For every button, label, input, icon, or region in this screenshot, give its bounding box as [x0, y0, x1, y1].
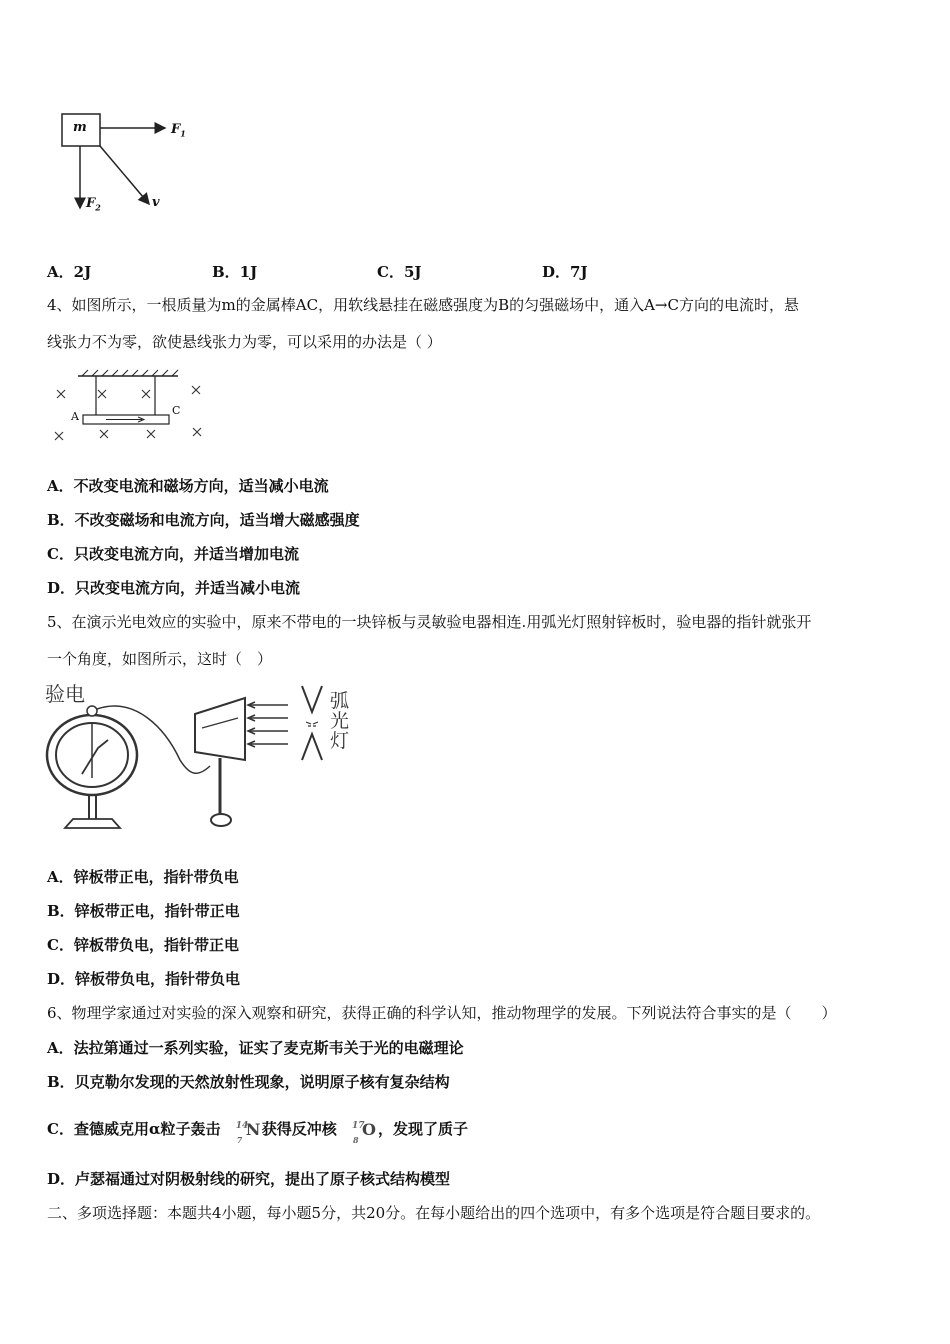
- q6-stem: 6、物理学家通过对实验的深入观察和研究，获得正确的科学认知，推动物理学的发展。下列说法符合事实的是（ ）: [47, 1004, 837, 1022]
- q4-option-a[interactable]: A．不改变电流和磁场方向，适当减小电流: [47, 477, 329, 495]
- q3-option-a[interactable]: A．2J: [47, 263, 92, 281]
- rod-label-c: C: [172, 404, 181, 417]
- q5-option-d[interactable]: D．锌板带负电，指针带负电: [47, 970, 241, 988]
- q3-option-c[interactable]: C．5J: [377, 263, 422, 281]
- q6-option-d[interactable]: D．卢瑟福通过对阴极射线的研究，提出了原子核式结构模型: [47, 1170, 451, 1188]
- rod-label-a: A: [71, 410, 79, 423]
- mass-label: m: [73, 120, 87, 135]
- nitrogen-14-nuclide: 14 7 N: [235, 1120, 261, 1145]
- lamp-bottom-electrode: [302, 734, 322, 760]
- magnetic-field-svg: [50, 368, 215, 448]
- lamp-label-1: 弧: [330, 690, 350, 712]
- photoelectric-svg: [40, 678, 370, 838]
- lamp-label-2: 光: [330, 710, 350, 732]
- q5-option-b[interactable]: B．锌板带正电，指针带正电: [47, 902, 240, 920]
- oxygen-17-nuclide: 17 8 O: [351, 1120, 376, 1145]
- zinc-plate: [195, 698, 245, 760]
- q6-option-a[interactable]: A．法拉第通过一系列实验，证实了麦克斯韦关于光的电磁理论: [47, 1039, 464, 1057]
- f2-label: $F_2$: [86, 196, 101, 213]
- q5-option-c[interactable]: C．锌板带负电，指针带正电: [47, 936, 239, 954]
- q6-option-c[interactable]: [47, 1119, 468, 1145]
- q4-stem-line1: 4、如图所示，一根质量为m的金属棒AC，用软线悬挂在磁感强度为B的匀强磁场中，通入A→C方向的电流时，悬: [47, 296, 799, 314]
- q3-option-d[interactable]: D．7J: [542, 263, 588, 281]
- q5-stem-line1: 5、在演示光电效应的实验中，原来不带电的一块锌板与灵敏验电器相连.用弧光灯照射锌板时，验电器的指针就张开: [47, 613, 812, 631]
- q5-stem-line2: 一个角度，如图所示，这时（ ）: [47, 650, 273, 668]
- q5-option-a[interactable]: A．锌板带正电，指针带负电: [47, 868, 239, 886]
- section2-heading: 二、多项选择题：本题共4小题，每小题5分，共20分。在每小题给出的四个选项中，有多个选项是符合题目要求的。: [47, 1204, 821, 1222]
- electroscope-base: [65, 819, 120, 828]
- electroscope-needle: [82, 740, 108, 774]
- q4-stem-line2: 线张力不为零，欲使悬线张力为零，可以采用的办法是（ ）: [47, 333, 442, 351]
- v-arrow: [100, 146, 149, 204]
- q6-option-c-text3: ，发现了质子: [377, 1120, 468, 1138]
- magnetic-field-diagram: [50, 368, 215, 448]
- q6-option-c-text2: 获得反冲核: [261, 1120, 337, 1138]
- f1-label: $F_1$: [171, 122, 186, 139]
- connecting-wire: [97, 706, 210, 773]
- lamp-top-electrode: [302, 686, 322, 712]
- electroscope-label: 验电: [45, 682, 85, 706]
- q4-option-b[interactable]: B．不改变磁场和电流方向，适当增大磁感强度: [47, 511, 360, 529]
- q4-option-d[interactable]: D．只改变电流方向，并适当减小电流: [47, 579, 301, 597]
- force-diagram: [55, 108, 235, 218]
- q4-option-c[interactable]: C．只改变电流方向，并适当增加电流: [47, 545, 299, 563]
- photoelectric-diagram: [40, 678, 370, 838]
- v-label: v: [152, 195, 160, 210]
- q6-option-b[interactable]: B．贝克勒尔发现的天然放射性现象，说明原子核有复杂结构: [47, 1073, 450, 1091]
- q3-option-b[interactable]: B．1J: [212, 263, 258, 281]
- lamp-label-3: 灯: [330, 730, 350, 752]
- q6-option-c-text1: C．查德威克用α粒子轰击: [47, 1120, 221, 1138]
